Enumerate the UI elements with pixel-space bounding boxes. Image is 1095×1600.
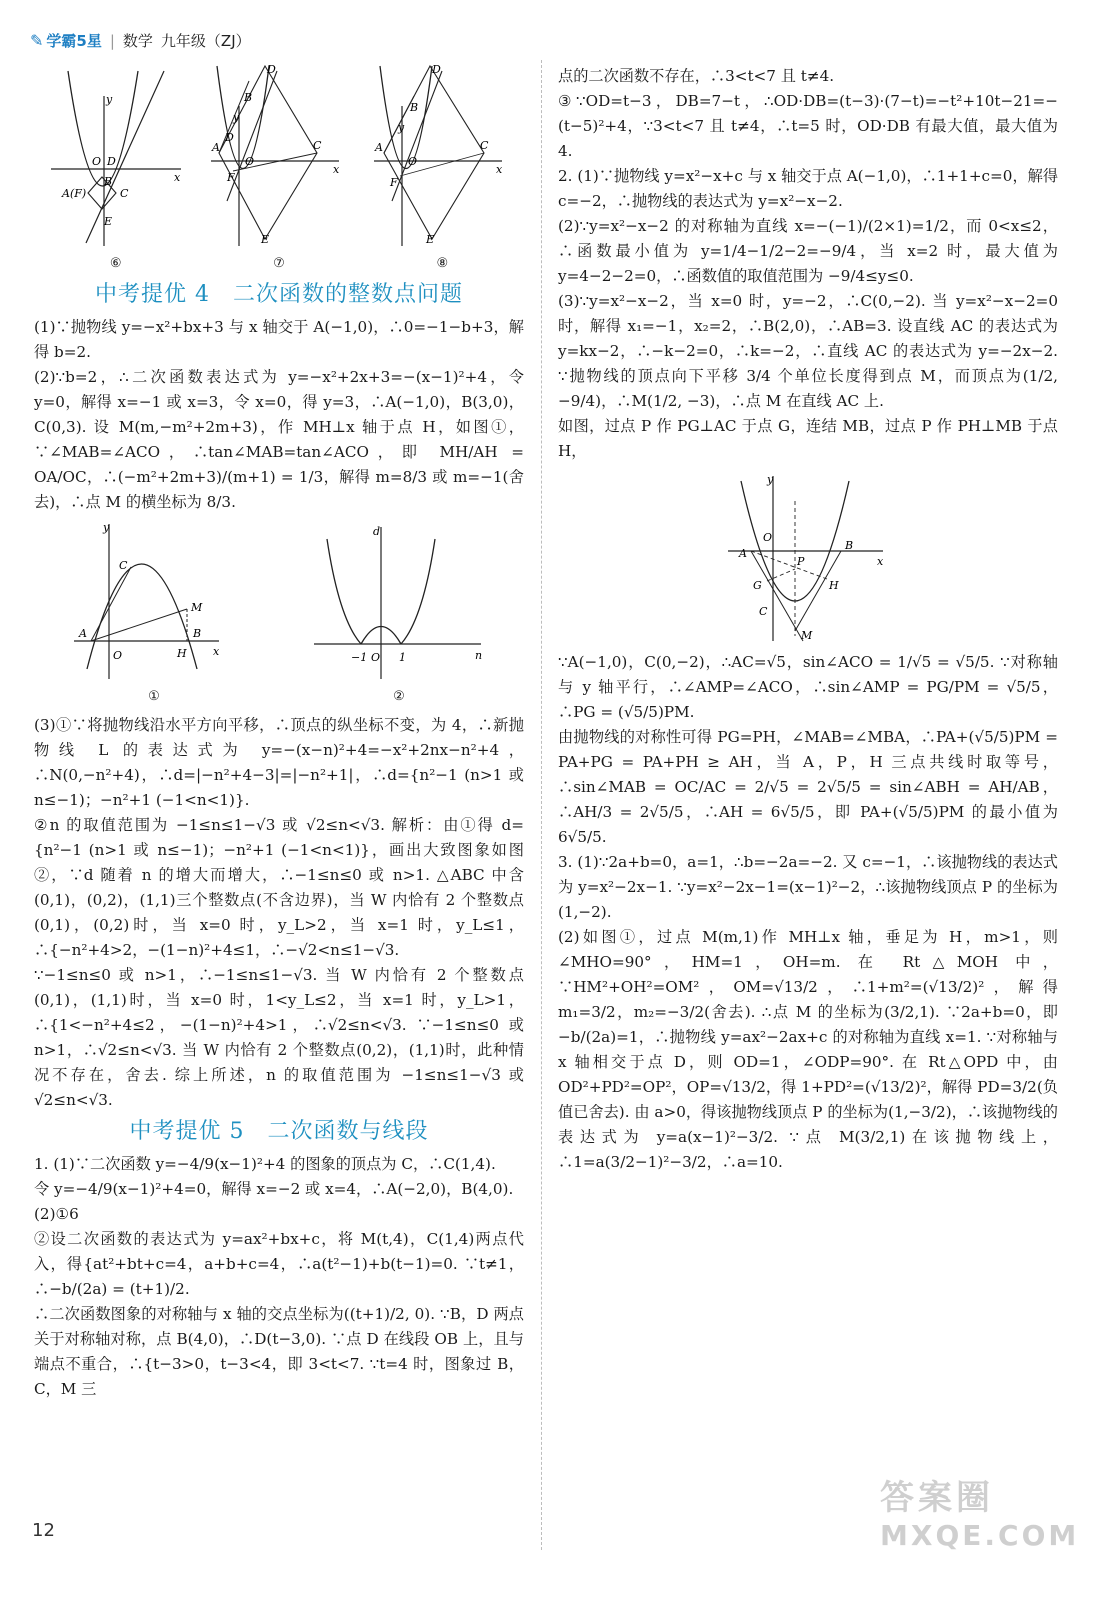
svg-text:y: y [398, 121, 405, 134]
svg-text:O: O [371, 651, 381, 664]
figure-8-label: ⑧ [436, 256, 449, 271]
svg-text:B: B [243, 91, 253, 104]
svg-text:F: F [226, 171, 235, 184]
svg-text:x: x [173, 171, 180, 184]
figure-7 [209, 61, 349, 276]
s4-part1: (1)∵抛物线 y=−x²+bx+3 与 x 轴交于 A(−1,0)，∴0=−1−b+3，解得 b=2. [34, 318, 524, 361]
svg-text:P: P [797, 555, 805, 568]
figure-1-graph [69, 519, 239, 684]
watermark-line2: MXQE.COM [880, 1519, 1080, 1552]
header-separator: | [109, 31, 115, 50]
svg-text:O: O [763, 531, 773, 544]
svg-text:A: A [79, 627, 87, 640]
svg-text:y: y [103, 521, 110, 534]
r-part1: 点的二次函数不存在，∴3<t<7 且 t≠4. [558, 67, 835, 85]
top-figures [34, 64, 524, 276]
svg-text:y: y [767, 473, 774, 486]
svg-text:O: O [244, 155, 255, 168]
svg-text:A: A [211, 141, 220, 154]
figure-6 [46, 61, 186, 276]
svg-text:C: C [312, 139, 322, 152]
svg-text:M: M [191, 601, 203, 614]
right-figure-graph [723, 471, 893, 646]
r-part2: ③∵OD=t−3，DB=7−t，∴OD·DB=(t−3)·(7−t)=−t²+10t−21=−(t−5)²+4，∵3<t<7 且 t≠4，∴t=5 时，OD·DB 有最大值，最大值为 4. [558, 92, 1058, 160]
svg-text:B: B [103, 175, 112, 188]
s5-part3: (2)①6 [34, 1205, 79, 1223]
s5-part4: ②设二次函数的表达式为 y=ax²+bx+c，将 M(t,4)，C(1,4)两点代入，得{at²+bt+c=4，a+b+c=4，∴a(t²−1)+b(t−1)=0. ∵t≠1，∴−b/(2a) = (t+1)/2. [34, 1230, 524, 1298]
header-subject: 数学 [122, 32, 153, 50]
svg-text:A: A [375, 141, 384, 154]
svg-text:A(F): A(F) [61, 187, 86, 200]
section-4-title: 中考提优 4 二次函数的整数点问题 [95, 282, 463, 307]
r-part8: 由抛物线的对称性可得 PG=PH，∠MAB=∠MBA，∴PA+(√5/5)PM = PA+PG = PA+PH ≥ AH，当 A，P，H 三点共线时取等号，∴sin∠MAB = OC/AC = 2/√5 = 2√5/5 = sin∠ABH = AH/AB，∴AH/3 = 2√5/5，∴AH = 6√5/5，即 PA+(√5/5)PM 的最小值为 6√5/5. [558, 728, 1058, 846]
left-column [34, 64, 524, 1402]
r-part10: (2)如图①，过点 M(m,1)作 MH⊥x 轴，垂足为 H，m>1，则∠MHO=90°，HM=1，OH=m. 在 Rt△MOH 中，∵HM²+OH²=OM²，OM=√13/2，∴1+m²=(√13/2)²，解得 m₁=3/2，m₂=−3/2(舍去). ∴点 M 的坐标为(3/2,1). ∵2a+b=0，即 −b/(2a)=1，∴抛物线 y=ax²−2ax+c 的对称轴为直线 x=1. ∵对称轴与 x 轴相交于点 D，则 OD=1，∠ODP=90°. 在 Rt△OPD 中，由 OD²+PD²=OP²，OP=√13/2，得 1+PD²=(√13/2)²，解得 PD=3/2(负值已舍去). 由 a>0，得该抛物线顶点 P 的坐标为(1,−3/2)，∴该抛物线的表达式为 y=a(x−1)²−3/2. ∵点 M(3/2,1)在该抛物线上，∴1=a(3/2−1)²−3/2，∴a=10. [558, 928, 1058, 1171]
r-part5: (3)∵y=x²−x−2，当 x=0 时，y=−2，∴C(0,−2). 当 y=x²−x−2=0 时，解得 x₁=−1，x₂=2，∴B(2,0)，∴AB=3. 设直线 AC 的表达式为 y=kx−2，∴−k−2=0，∴k=−2，∴直线 AC 的表达式为 y=−2x−2. ∵抛物线的顶点向下平移 3/4 个单位长度得到点 M，而顶点为(1/2, −9/4)，∴M(1/2, −3)，∴点 M 在直线 AC 上. [558, 292, 1058, 410]
figure-2-graph [309, 519, 489, 684]
svg-text:D: D [224, 131, 234, 144]
s5-part5: ∴二次函数图象的对称轴与 x 轴的交点坐标为((t+1)/2, 0). ∵B，D 两点关于对称轴对称，点 B(4,0)，∴D(t−3,0). ∵点 D 在线段 OB 上，且与端点不重合，∴{t−3>0，t−3<4，即 3<t<7. ∵t=4 时，图象过 B，C，M 三 [34, 1305, 524, 1398]
svg-text:M: M [801, 629, 813, 642]
header-grade: 九年级（ZJ） [160, 32, 251, 50]
svg-text:B: B [845, 539, 854, 552]
svg-text:n: n [475, 649, 483, 662]
svg-text:x: x [213, 645, 220, 658]
figure-8 [372, 61, 512, 276]
svg-text:D: D [266, 63, 276, 76]
svg-text:C: C [119, 559, 128, 572]
right-figure [558, 468, 1058, 646]
figure-7-graph [209, 61, 349, 251]
svg-text:D: D [432, 63, 442, 76]
svg-text:O: O [408, 155, 418, 168]
svg-text:H: H [177, 647, 187, 660]
brand-icon: ✎ [30, 31, 44, 50]
watermark-line1: 答案圈 [880, 1478, 994, 1518]
figure-7-label: ⑦ [273, 256, 285, 271]
r-part3: 2. (1)∵抛物线 y=x²−x+c 与 x 轴交于点 A(−1,0)，∴1+1+c=0，解得 c=−2，∴抛物线的表达式为 y=x²−x−2. [558, 167, 1059, 210]
svg-text:O: O [91, 155, 101, 168]
svg-text:H: H [829, 579, 839, 592]
svg-text:−1: −1 [351, 651, 368, 664]
s4-part2: (2)∵b=2，∴二次函数表达式为 y=−x²+2x+3=−(x−1)²+4，令 y=0，解得 x=−1 或 x=3，令 x=0，得 y=3，∴A(−1,0)，B(3,0)，C(0,3). 设 M(m,−m²+2m+3)，作 MH⊥x 轴于点 H，如图①，∵∠MAB=∠ACO，∴tan∠MAB=tan∠ACO，即 MH/AH = OA/OC，∴(−m²+2m+3)/(m+1) = 1/3，解得 m=8/3 或 m=−1(舍去)，∴点 M 的横坐标为 8/3. [34, 368, 524, 511]
figure-8-graph [372, 61, 512, 251]
section-5-title: 中考提优 5 二次函数与线段 [129, 1119, 429, 1144]
svg-text:x: x [496, 163, 503, 176]
svg-text:C: C [759, 605, 768, 618]
svg-text:B: B [193, 627, 202, 640]
svg-text:C: C [480, 139, 489, 152]
svg-text:x: x [332, 163, 340, 176]
figure-2-label: ② [393, 689, 405, 704]
page-number: 12 [32, 1520, 55, 1541]
figure-6-label: ⑥ [109, 256, 122, 271]
s5-part2: 令 y=−4/9(x−1)²+4=0，解得 x=−2 或 x=4，∴A(−2,0)，B(4,0). [34, 1180, 514, 1198]
brand-name: 学霸5星 [46, 32, 102, 50]
svg-text:E: E [426, 233, 435, 246]
s5-part1: 1. (1)∵二次函数 y=−4/9(x−1)²+4 的图象的顶点为 C，∴C(1,4). [34, 1155, 496, 1173]
page-header [30, 30, 251, 51]
svg-text:1: 1 [399, 651, 406, 664]
figure-1 [69, 519, 239, 709]
svg-text:E: E [103, 215, 112, 228]
r-part7: ∵A(−1,0)，C(0,−2)，∴AC=√5，sin∠ACO = 1/√5 = √5/5. ∵对称轴与 y 轴平行，∴∠AMP=∠ACO，∴sin∠AMP = PG/PM = √5/5，∴PG = (√5/5)PM. [558, 653, 1058, 721]
svg-text:y: y [105, 93, 112, 106]
column-divider [541, 60, 542, 1550]
svg-text:E: E [260, 233, 270, 246]
r-part9: 3. (1)∵2a+b=0，a=1，∴b=−2a=−2. 又 c=−1，∴该抛物线的表达式为 y=x²−2x−1. ∵y=x²−2x−1=(x−1)²−2，∴该抛物线顶点 P 的坐标为(1,−2). [558, 853, 1058, 921]
right-column [558, 64, 1058, 1175]
watermark [880, 1470, 1080, 1580]
figure-2 [309, 519, 489, 709]
r-part6: 如图，过点 P 作 PG⊥AC 于点 G，连结 MB，过点 P 作 PH⊥MB 于点 H， [558, 417, 1058, 460]
brand-logo [30, 30, 102, 51]
svg-text:A: A [739, 547, 747, 560]
s4-part4: ②n 的取值范围为 −1≤n≤1−√3 或 √2≤n<√3. 解析：由①得 d={n²−1 (n>1 或 n≤−1)；−n²+1 (−1<n<1)}，画出大致图象如图②，∵d 随着 n 的增大而增大，∴−1≤n≤0 或 n>1. △ABC 中含(0,1)，(0,2)，(1,1)三个整数点(不含边界)，当 W 内恰有 2 个整数点(0,1)，(0,2)时，当 x=0 时，y_L>2，当 x=1 时，y_L≤1，∴{−n²+4>2，−(1−n)²+4≤1，∴−√2<n≤1−√3. [34, 816, 524, 959]
figure-6-graph [46, 61, 186, 251]
svg-text:F: F [390, 176, 398, 189]
svg-text:O: O [113, 649, 123, 662]
svg-text:G: G [753, 579, 762, 592]
s4-part3: (3)①∵将抛物线沿水平方向平移，∴顶点的纵坐标不变，为 4，∴新抛物线 L 的表达式为 y=−(x−n)²+4=−x²+2nx−n²+4，∴N(0,−n²+4)，∴d=|−n²+4−3|=|−n²+1|，∴d={n²−1 (n>1 或 n≤−1)；−n²+1 (−1<n<1)}. [34, 716, 524, 809]
svg-text:y: y [232, 111, 240, 124]
svg-text:D: D [106, 155, 116, 168]
svg-text:C: C [119, 187, 129, 200]
svg-text:d: d [373, 525, 381, 538]
figure-1-label: ① [148, 689, 160, 704]
svg-text:B: B [410, 101, 419, 114]
s4-part5: ∵−1≤n≤0 或 n>1，∴−1≤n≤1−√3. 当 W 内恰有 2 个整数点(0,1)，(1,1)时，当 x=0 时，1<y_L≤2，当 x=1 时，y_L>1，∴{1<−n²+4≤2，−(1−n)²+4>1，∴√2≤n<√3. ∵−1≤n≤0 或 n>1，∴√2≤n<√3. 当 W 内恰有 2 个整数点(0,2)，(1,1)时，此种情况不存在，舍去. 综上所述，n 的取值范围为 −1≤n≤1−√3 或 √2≤n<√3. [34, 966, 524, 1109]
mid-figures [34, 519, 524, 709]
r-part4: (2)∵y=x²−x−2 的对称轴为直线 x=−(−1)/(2×1)=1/2，而 0<x≤2，∴函数最小值为 y=1/4−1/2−2=−9/4，当 x=2 时，最大值为 y=4−2−2=0，∴函数值的取值范围为 −9/4≤y≤0. [558, 217, 1058, 285]
svg-text:x: x [877, 555, 884, 568]
